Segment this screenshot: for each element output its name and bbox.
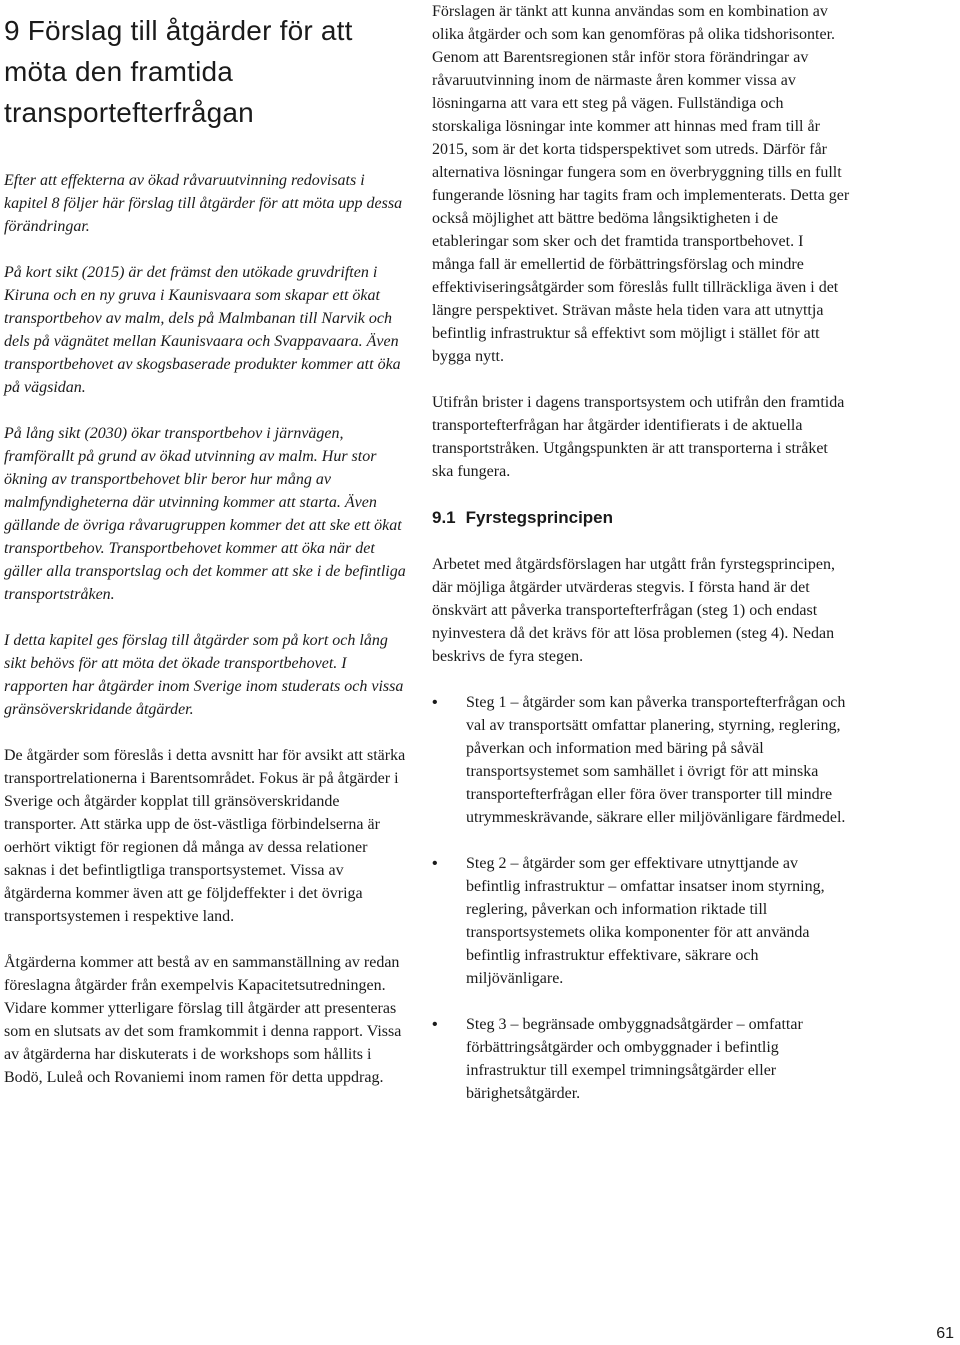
short-term-paragraph [4,261,409,399]
long-term-text: På lång sikt (2030) ökar transportbehov i järnvägen, framförallt på grund av ökad utvinning av malm. [4,425,344,465]
starting-point-paragraph: Utifrån brister i dagens transportsystem och utifrån den framtida transportefterfrågan har åtgärder identifierats i de aktuella transportstråken. Utgångspunkten är att transporterna i stråket ska fungera. [432,394,845,480]
steps-list [432,691,850,1105]
bullet-icon: • [432,855,438,872]
list-item [432,1013,850,1105]
chapter-scope-detail-text: I rapporten har åtgärder inom Sverige inom studerats och vissa gränsöverskridande åtgärder. [4,655,404,718]
compilation-paragraph: Åtgärderna kommer att bestå av en sammanställning av redan föreslagna åtgärder från exempelvis Kapacitetsutredningen. Vidare kommer ytterligare förslag till åtgärder att presenteras som en slutsats av det som framkommit i denna rapport. Vissa av åtgärderna har diskuterats i de workshops som hållits i Bodö, Luleå och Rovaniemi inom ramen för detta uppdrag. [4,954,402,1086]
horizons-paragraph: Förslagen är tänkt att kunna användas som en kombination av olika åtgärder och som kan genomföras på olika tidshorisonter. Genom att Barentsregionen står inför stora förändringar av råvaruutvinning inom de närmaste åren kommer vissa av lösningarna att vara ett steg på vägen. Fullständiga och storskaliga lösningar inte kommer att hinnas med fram till år 2015, som är det korta tidsperspektivet som utreds. Därför får alternativa lösningar fungera som en överbryggning tills en fullt fungerande lösning har tagits fram och implementerats. Detta ger också möjlighet att bättre bedöma långsiktigheten i de etableringar som sker och det framtida transportbehovet. I många fall är emellertid de förbättringsförslag och mindre effektiviseringsåtgärder som föreslås fullt tillräckliga även i det längre perspektivet. Strävan måste hela tiden vara att utnyttja befintlig infrastruktur så effektivt som möjligt i stället för att bygga nytt. [432,3,850,365]
list-item [432,852,850,990]
long-term-detail-text: Hur stor ökning av transportbehovet blir beror hur mång av malmfyndigheterna där utvinning kommer att starta. Även gällande de övriga råvarugruppen kommer det att ske ett ökat transportbehov. Transportbehovet kommer att öka när det gäller alla transportslag och det kommer att ske i de befintliga transportstråken. [4,448,406,603]
intro-paragraph: Efter att effekterna av ökad råvaruutvinning redovisats i kapitel 8 följer här förslag till åtgärder för att möta upp dessa förändringar. [4,172,403,235]
left-column [4,0,409,1112]
right-column [432,0,850,1128]
chapter-scope-paragraph [4,629,409,721]
principle-intro-paragraph: Arbetet med åtgärdsförslagen har utgått från fyrstegsprincipen, där möjliga åtgärder utvärderas stegvis. I första hand är det önskvärt att påverka transportefterfrågan (steg 1) och endast nyinvestera då det krävs för att lösa problemen (steg 4). Nedan beskrivs de fyra stegen. [432,556,835,665]
chapter-title: 9 Förslag till åtgärder för att möta den framtida transportefterfrågan [4,15,353,128]
page-number: 61 [936,1325,954,1342]
measures-paragraph: De åtgärder som föreslås i detta avsnitt har för avsikt att stärka transportrelationerna i Barentsområdet. Fokus är på åtgärder i Sverige och åtgärder kopplat till gränsöverskridande transporter. Att stärka upp de öst-västliga förbindelserna är oerhört viktigt för regionen då många av dessa relationer saknas i det befintligtliga transportsystemet. Vissa av åtgärderna kommer även att ge följdeffekter i det övriga transportsystemen i respektive land. [4,747,406,925]
list-item [432,691,850,829]
chapter-scope-text: I detta kapitel ges förslag till åtgärder som på kort och lång sikt behövs för att möta det ökade transportbehovet. [4,632,388,672]
bullet-icon: • [432,1016,438,1033]
long-term-paragraph [4,422,409,606]
step-text: Steg 1 – åtgärder som kan påverka transportefterfrågan och val av transportsätt omfattar planering, styrning, reglering, påverkan och information med bäring på såväl transportsystemet som samhället i övrigt för att minska transportefterfrågan eller föra över transporter till mindre utrymmeskrävande, säkrare eller miljövänligare färdmedel. [466,694,846,826]
short-term-forestry-text: Även transportbehovet av skogsbaserade produkter kommer att öka på vägsidan. [4,333,401,396]
section-heading [432,506,850,529]
section-number: 9.1 [432,508,456,527]
short-term-text: På kort sikt (2015) är det främst den utökade gruvdriften i Kiruna och en ny gruva i Kaunisvaara som skapar ett ökat transportbehov av malm, dels på Malmbanan till Narvik och dels på vägnätet mellan Kaunisvaara och Svappavaara. [4,264,392,350]
step-text: Steg 2 – åtgärder som ger effektivare utnyttjande av befintlig infrastruktur – omfattar insatser inom styrning, reglering, påverkan och information riktade till transportsystemets olika komponenter för att använda befintlig infrastruktur effektivare, säkrare och miljövänligare. [466,855,825,987]
section-title: Fyrstegsprincipen [465,508,614,527]
step-text: Steg 3 – begränsade ombyggnadsåtgärder – omfattar förbättringsåtgärder och ombyggnader i befintlig infrastruktur till exempel trimningsåtgärder eller bärighetsåtgärder. [466,1016,803,1102]
bullet-icon: • [432,694,438,711]
